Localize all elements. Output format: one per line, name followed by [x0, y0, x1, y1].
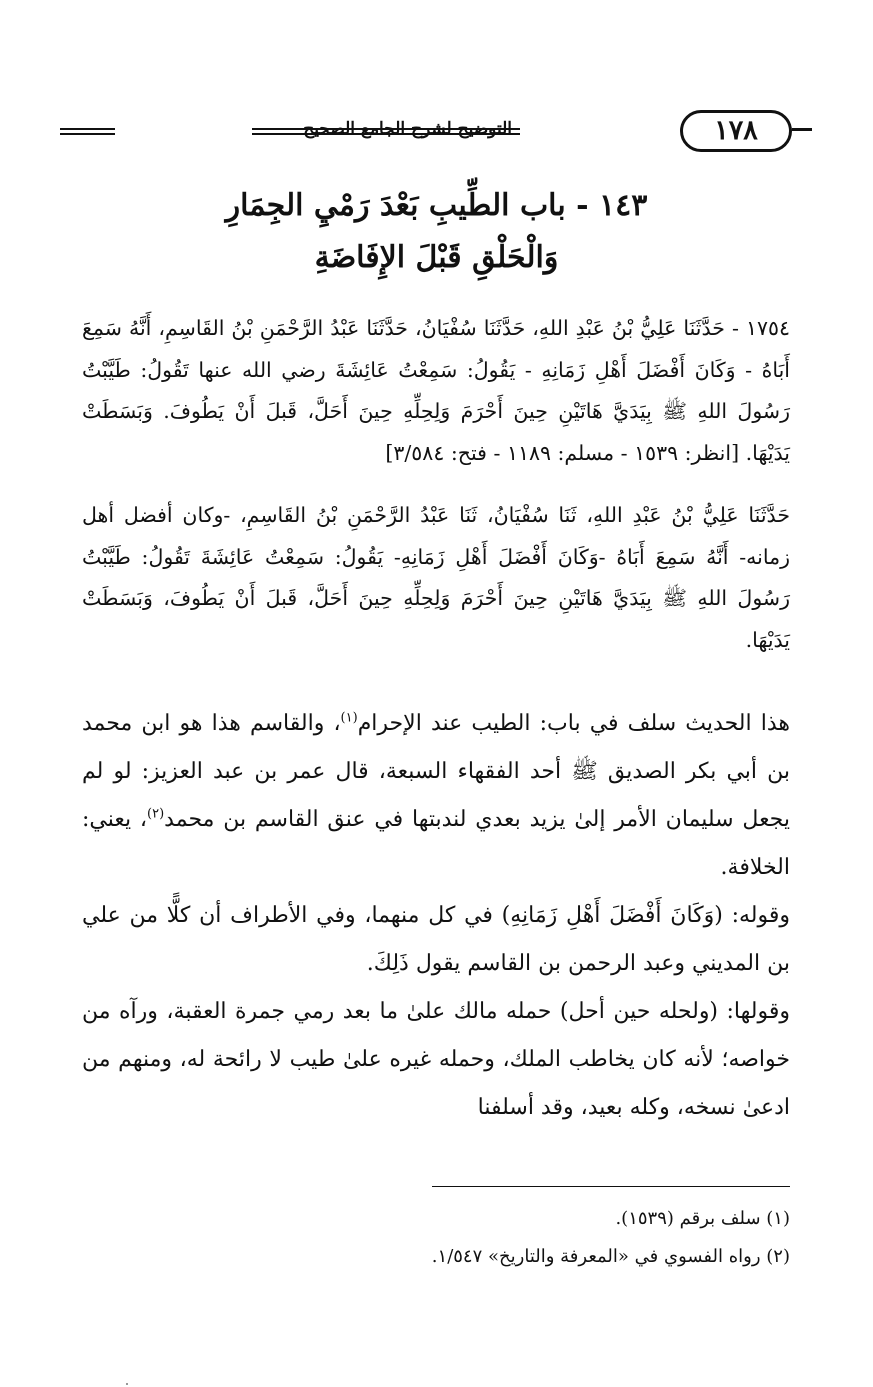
commentary-paragraph-2: وقوله: (وَكَانَ أَفْضَلَ أَهْلِ زَمَانِهِ) في كل منهما، وفي الأطراف أن كلًّا من علي بن المديني وعبد الرحمن بن القاسم يقول ذَلِكَ. [82, 903, 790, 976]
running-title: التوضيح لشرح الجامع الصحيح [303, 119, 512, 139]
commentary-paragraph-3: وقولها: (ولحله حين أحل) حمله مالك علىٰ ما بعد رمي جمرة العقبة، ورآه من خواصه؛ لأنه كان يخاطب الملك، وحمله غيره علىٰ طيب لا رائحة له، ومنهم من ادعىٰ نسخه، وكله بعيد، وقد أسلفنا [82, 999, 790, 1120]
page-number: ١٧٨ [680, 110, 792, 152]
chapter-heading [80, 180, 793, 284]
hadith-1754 [82, 308, 790, 474]
footnotes [82, 1200, 790, 1276]
page-header [60, 108, 780, 158]
footnote-2: (٢) رواه الفسوي في «المعرفة والتاريخ» ١/٥٤٧. [431, 1246, 790, 1267]
hadith-variant [82, 495, 790, 661]
commentary [82, 700, 790, 1132]
commentary-p1-part-c: ، يعني: الخلافة. [82, 807, 790, 880]
footnote-1: (١) سلف برقم (١٥٣٩). [615, 1208, 790, 1229]
header-rule-right [792, 128, 812, 131]
commentary-paragraph-1 [82, 700, 790, 892]
hadith-1754-text: ١٧٥٤ - حَدَّثَنَا عَلِيُّ بْنُ عَبْدِ اللهِ، حَدَّثَنَا سُفْيَانُ، حَدَّثَنَا عَبْدُ الرَّحْمَنِ بْنُ القَاسِمِ، أَنَّهُ سَمِعَ أَبَاهُ - وَكَانَ أَفْضَلَ أَهْلِ زَمَانِهِ - يَقُولُ: سَمِعْتُ عَائِشَةَ رضي الله عنها تَقُولُ: طَيَّبْتُ رَسُولَ اللهِ ﷺ بِيَدَيَّ هَاتَيْنِ حِينَ أَحْرَمَ وَلِحِلِّهِ حِينَ أَحَلَّ، قَبلَ أَنْ يَطُوفَ. وَبَسَطَتْ يَدَيْهَا. [82, 316, 790, 465]
hadith-variant-text: حَدَّثَنَا عَلِيُّ بْنُ عَبْدِ اللهِ، ثَنَا سُفْيَانُ، ثَنَا عَبْدُ الرَّحْمَنِ بْنُ القَاسِمِ، -وكان أفضل أهل زمانه- أَنَّهُ سَمِعَ أَبَاهُ -وَكَانَ أَفْضَلَ أَهْلِ زَمَانِهِ- يَقُولُ: سَمِعْتُ عَائِشَةَ تَقُولُ: طَيَّبْتُ رَسُولَ اللهِ ﷺ بِيَدَيَّ هَاتَيْنِ حِينَ أَحْرَمَ وَلِحِلِّهِ حِينَ أَحَلَّ، قَبلَ أَنْ يَطُوفَ، وَبَسَطَتْ يَدَيْهَا. [82, 503, 790, 652]
footnote-ref-2: (٢) [147, 806, 165, 822]
commentary-p1-part-b: ، والقاسم هذا هو ابن محمد بن أبي بكر الصديق ﷺ أحد الفقهاء السبعة، قال عمر بن عبد العزيز: لو لم يجعل سليمان الأمر إلىٰ يزيد بعدي لندبتها في عنق القاسم بن محمد [82, 711, 791, 832]
chapter-heading-line-2: وَالْحَلْقِ قَبْلَ الإِفَاضَةِ [314, 240, 559, 275]
page-speck [126, 1383, 128, 1385]
header-rule-left [60, 128, 115, 135]
hadith-1754-references: [انظر: ١٥٣٩ - مسلم: ١١٨٩ - فتح: ٣/٥٨٤] [385, 440, 740, 465]
header-rule-middle [252, 128, 520, 135]
commentary-p1-part-a: هذا الحديث سلف في باب: الطيب عند الإحرام [357, 711, 790, 736]
footnote-separator [432, 1186, 790, 1187]
footnote-ref-1: (١) [340, 710, 358, 726]
chapter-heading-line-1: ١٤٣ - باب الطِّيبِ بَعْدَ رَمْيِ الجِمَارِ [225, 188, 648, 223]
